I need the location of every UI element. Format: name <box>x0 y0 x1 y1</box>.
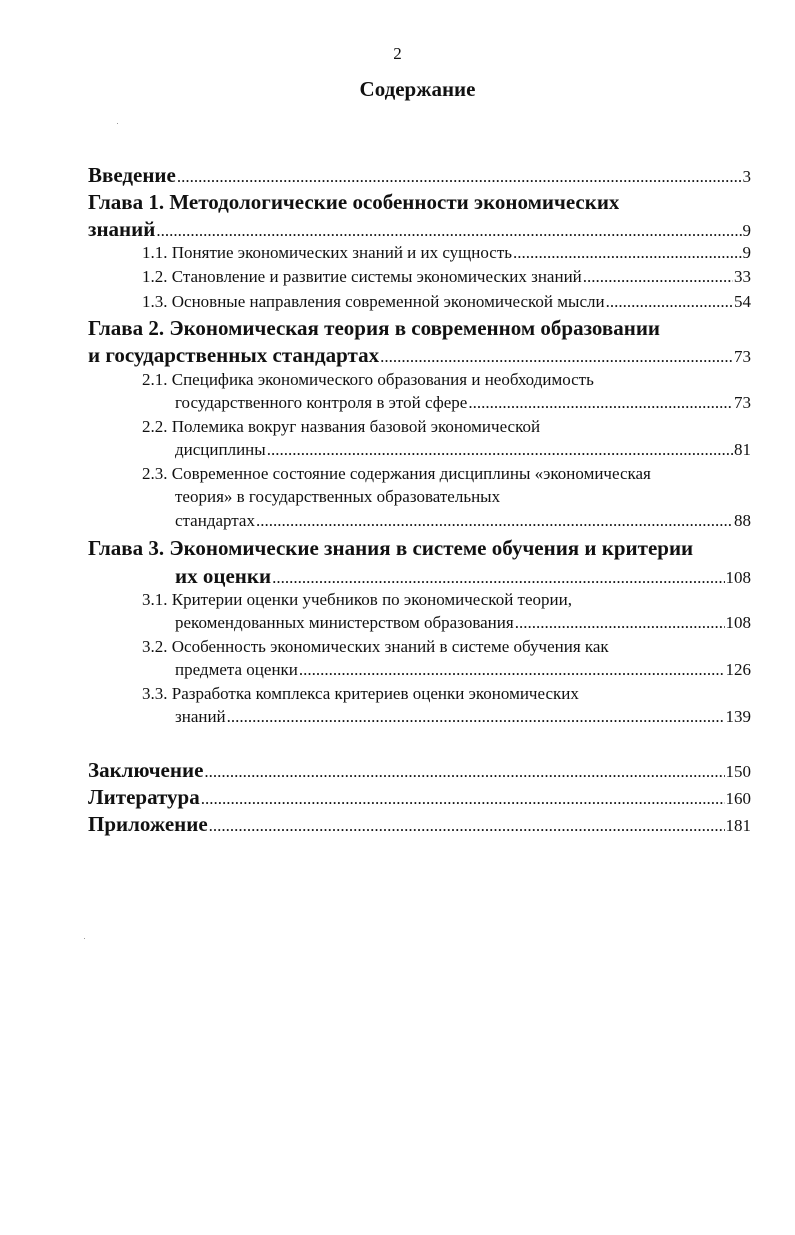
page-number: 2 <box>393 44 402 63</box>
leader-dots <box>468 392 733 414</box>
toc-entry-page: 181 <box>725 816 751 835</box>
toc-entry-section-2-3[interactable] <box>175 510 751 532</box>
toc-entry-label: их оценки <box>175 564 272 588</box>
toc-entry-section-3-1[interactable] <box>175 612 751 634</box>
chapter-3-title-line1[interactable]: Глава 3. Экономические знания в системе обучения и критерии <box>88 536 694 560</box>
chapter-2-title-line1[interactable]: Глава 2. Экономическая теория в современном образовании <box>88 316 661 340</box>
section-3-2-line1[interactable]: 3.2. Особенность экономических знаний в системе обучения как <box>142 637 609 656</box>
toc-entry-section-2-1[interactable] <box>175 392 751 414</box>
toc-entry-label: дисциплины <box>175 440 266 459</box>
chapter-1-title-line1[interactable]: Глава 1. Методологические особенности экономических <box>88 190 620 214</box>
toc-entry-label: предмета оценки <box>175 660 298 679</box>
toc-entry-page: 108 <box>725 568 751 587</box>
toc-entry-page: 73 <box>734 393 751 412</box>
toc-entry-label: государственного контроля в этой сфере <box>175 393 468 412</box>
leader-dots <box>606 291 733 313</box>
leader-dots <box>204 759 724 785</box>
toc-entry-page: 9 <box>742 221 751 240</box>
toc-entry-page: 81 <box>734 440 751 459</box>
toc-entry-section-3-2[interactable] <box>175 659 751 681</box>
toc-entry-label: и государственных стандартах <box>88 343 380 367</box>
toc-entry-label: знаний <box>175 707 226 726</box>
toc-entry-page: 33 <box>734 267 751 286</box>
toc-entry-label: 1.3. Основные направления современной экономической мысли <box>142 292 605 311</box>
toc-entry-literature[interactable] <box>88 784 751 812</box>
toc-entry-section-3-3[interactable] <box>175 706 751 728</box>
toc-entry-chapter-1[interactable] <box>88 216 751 244</box>
toc-entry-page: 108 <box>725 613 751 632</box>
toc-entry-page: 54 <box>734 292 751 311</box>
toc-entry-conclusion[interactable] <box>88 757 751 785</box>
leader-dots <box>515 612 725 634</box>
toc-entry-page: 9 <box>742 243 751 262</box>
leader-dots <box>156 218 741 244</box>
toc-entry-section-1-2[interactable] <box>142 266 751 288</box>
toc-entry-page: 3 <box>742 167 751 186</box>
toc-entry-label: Литература <box>88 785 200 809</box>
leader-dots <box>272 565 724 591</box>
leader-dots <box>380 344 733 370</box>
toc-entry-intro[interactable] <box>88 162 751 190</box>
section-2-1-line1[interactable]: 2.1. Специфика экономического образования и необходимость <box>142 370 594 389</box>
toc-entry-label: стандартах <box>175 511 255 530</box>
toc-entry-chapter-2[interactable] <box>88 342 751 370</box>
section-2-3-line1[interactable]: 2.3. Современное состояние содержания дисциплины «экономическая <box>142 464 651 483</box>
leader-dots <box>201 786 725 812</box>
scan-speck <box>117 123 118 124</box>
leader-dots <box>583 266 733 288</box>
toc-entry-page: 160 <box>725 789 751 808</box>
leader-dots <box>209 813 725 839</box>
toc-entry-page: 150 <box>725 762 751 781</box>
toc-entry-page: 139 <box>725 707 751 726</box>
leader-dots <box>513 242 741 264</box>
leader-dots <box>267 439 733 461</box>
leader-dots <box>299 659 725 681</box>
toc-entry-label: 1.1. Понятие экономических знаний и их сущность <box>142 243 513 262</box>
toc-entry-chapter-3[interactable] <box>175 563 751 591</box>
toc-entry-label: Приложение <box>88 812 208 836</box>
toc-entry-appendix[interactable] <box>88 811 751 839</box>
toc-entry-label: знаний <box>88 217 156 241</box>
section-2-3-line2[interactable]: теория» в государственных образовательных <box>175 487 501 506</box>
toc-entry-label: 1.2. Становление и развитие системы экономических знаний <box>142 267 582 286</box>
toc-entry-label: Введение <box>88 163 176 187</box>
section-2-2-line1[interactable]: 2.2. Полемика вокруг названия базовой экономической <box>142 417 541 436</box>
toc-entry-section-1-3[interactable] <box>142 291 751 313</box>
toc-entry-section-1-1[interactable] <box>142 242 751 264</box>
toc-entry-page: 126 <box>725 660 751 679</box>
leader-dots <box>177 164 742 190</box>
section-3-1-line1[interactable]: 3.1. Критерии оценки учебников по экономической теории, <box>142 590 572 609</box>
page-title: Содержание <box>359 77 476 101</box>
toc-entry-page: 73 <box>734 347 751 366</box>
leader-dots <box>227 706 725 728</box>
toc-entry-label: Заключение <box>88 758 204 782</box>
toc-entry-label: рекомендованных министерством образования <box>175 613 514 632</box>
leader-dots <box>256 510 733 532</box>
toc-entry-section-2-2[interactable] <box>175 439 751 461</box>
section-3-3-line1[interactable]: 3.3. Разработка комплекса критериев оценки экономических <box>142 684 579 703</box>
toc-entry-page: 88 <box>734 511 751 530</box>
scan-speck <box>84 938 85 939</box>
